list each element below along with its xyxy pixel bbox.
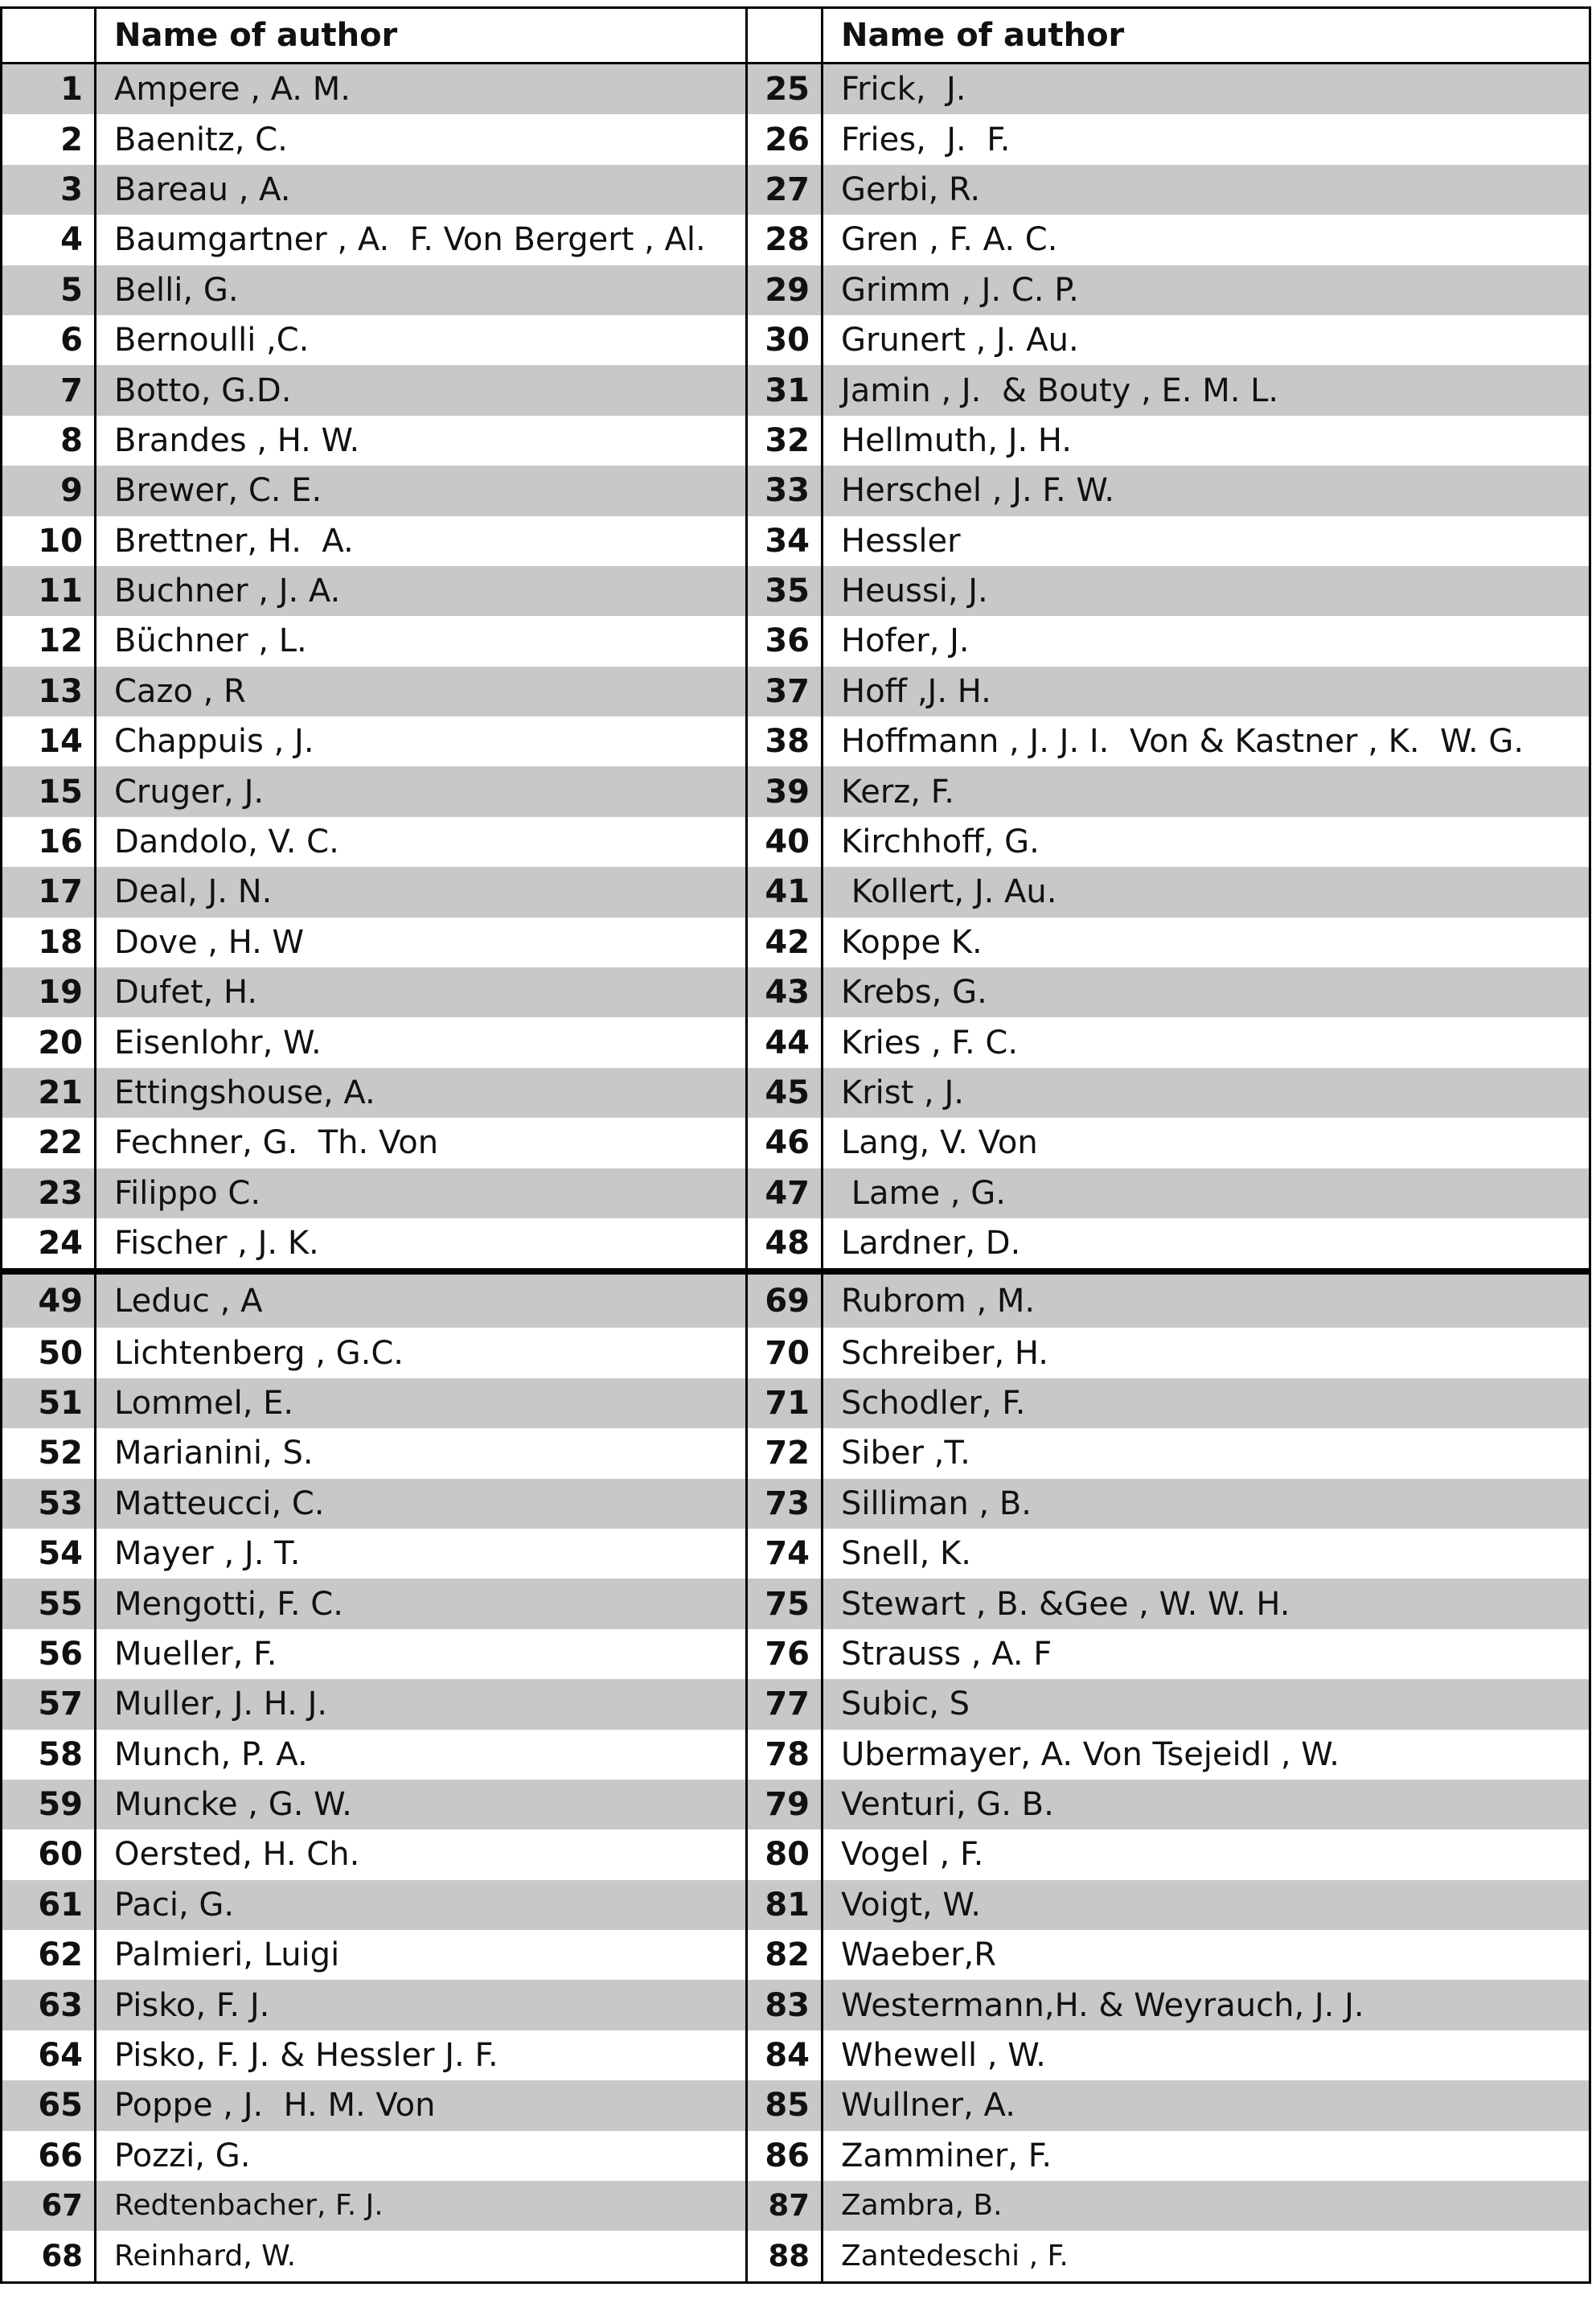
table-row	[2, 2080, 1590, 2130]
row-number-left: 64	[38, 2037, 83, 2075]
row-number-right: 87	[747, 2181, 823, 2231]
row-number-left: 8	[60, 421, 83, 459]
author-name-left: Mueller, F.	[96, 1629, 747, 1679]
author-name-right: Zantedeschi , F.	[823, 2231, 1590, 2282]
row-number-right: 72	[747, 1428, 823, 1478]
row-number-left: 1	[2, 64, 96, 115]
author-name-right: Schreiber, H.	[823, 1328, 1590, 1378]
row-number-left: 23	[2, 1168, 96, 1218]
table-row	[2, 918, 1590, 967]
table-row	[2, 1068, 1590, 1118]
author-name-left: Pisko, F. J.	[96, 1980, 747, 2030]
author-name-right: Vogel , F.	[823, 1829, 1590, 1879]
row-number-left: 59	[2, 1780, 96, 1829]
row-number-right: 69	[747, 1271, 823, 1328]
row-number-left: 18	[38, 923, 83, 961]
table-row	[2, 2231, 1590, 2282]
row-number-left: 11	[2, 566, 96, 616]
author-name-right: Ubermayer, A. Von Tsejeidl , W.	[823, 1730, 1590, 1780]
row-number-left: 22	[38, 1124, 83, 1162]
row-number-right: 48	[747, 1218, 823, 1271]
table-row	[2, 1629, 1590, 1679]
author-name-left: Mengotti, F. C.	[96, 1579, 747, 1628]
author-name-left: Fechner, G. Th. Von	[96, 1118, 747, 1168]
row-number-left: 60	[38, 1836, 83, 1874]
author-name-left: Bernoulli ,C.	[96, 315, 747, 365]
row-number-right: 27	[747, 165, 823, 215]
row-number-right: 43	[747, 967, 823, 1017]
table-row	[2, 516, 1590, 566]
row-number-right: 74	[747, 1529, 823, 1579]
table-row	[2, 1579, 1590, 1628]
table-row	[2, 1378, 1590, 1428]
row-number-left: 56	[38, 1635, 83, 1673]
author-name-right: Fries, J. F.	[823, 114, 1590, 164]
table-row	[2, 2181, 1590, 2231]
author-name-right: Kirchhoff, G.	[823, 817, 1590, 867]
author-name-right: Rubrom , M.	[823, 1271, 1590, 1328]
author-name-left: Paci, G.	[96, 1880, 747, 1930]
row-number-right: 81	[747, 1880, 823, 1930]
row-number-right: 26	[747, 114, 823, 164]
row-number-left: 62	[38, 1936, 83, 1974]
row-number-left: 7	[2, 365, 96, 415]
author-name-right: Herschel , J. F. W.	[823, 466, 1590, 515]
author-name-left: Lommel, E.	[96, 1378, 747, 1428]
row-number-left: 12	[38, 622, 83, 660]
author-name-left: Büchner , L.	[96, 616, 747, 666]
row-number-left: 13	[2, 667, 96, 716]
table-row	[2, 416, 1590, 466]
row-number-right: 42	[747, 918, 823, 967]
row-number-right: 70	[747, 1328, 823, 1378]
author-name-left: Mayer , J. T.	[96, 1529, 747, 1579]
row-number-right: 86	[747, 2131, 823, 2181]
row-number-right: 40	[747, 817, 823, 867]
author-name-left: Chappuis , J.	[96, 716, 747, 766]
author-name-left: Eisenlohr, W.	[96, 1017, 747, 1067]
author-name-right: Kerz, F.	[823, 766, 1590, 816]
author-name-left: Brewer, C. E.	[96, 466, 747, 515]
row-number-right: 29	[747, 265, 823, 315]
row-number-right: 77	[747, 1679, 823, 1729]
row-number-right: 37	[747, 667, 823, 716]
author-name-left: Dandolo, V. C.	[96, 817, 747, 867]
author-name-left: Redtenbacher, F. J.	[96, 2181, 747, 2231]
author-name-left: Ettingshouse, A.	[96, 1068, 747, 1118]
row-number-left: 50	[38, 1334, 83, 1372]
table-row	[2, 1930, 1590, 1980]
row-number-left: 51	[2, 1378, 96, 1428]
header-author-left: Name of author	[96, 8, 747, 64]
row-number-right: 25	[747, 64, 823, 115]
author-name-left: Muncke , G. W.	[96, 1780, 747, 1829]
row-number-right: 78	[747, 1730, 823, 1780]
author-name-left: Pisko, F. J. & Hessler J. F.	[96, 2030, 747, 2080]
table-row	[2, 1980, 1590, 2030]
table-row	[2, 466, 1590, 515]
author-name-right: Zamminer, F.	[823, 2131, 1590, 2181]
author-name-left: Pozzi, G.	[96, 2131, 747, 2181]
author-name-left: Reinhard, W.	[96, 2231, 747, 2282]
author-name-left: Munch, P. A.	[96, 1730, 747, 1780]
author-name-right: Krist , J.	[823, 1068, 1590, 1118]
author-name-left: Baenitz, C.	[96, 114, 747, 164]
row-number-left: 63	[2, 1980, 96, 2030]
author-name-right: Jamin , J. & Bouty , E. M. L.	[823, 365, 1590, 415]
row-number-left: 2	[60, 121, 83, 158]
row-number-right: 75	[747, 1579, 823, 1628]
row-number-left: 14	[38, 723, 83, 761]
author-name-left: Baumgartner , A. F. Von Bergert , Al.	[96, 215, 747, 265]
table-row	[2, 566, 1590, 616]
row-number-left: 20	[38, 1024, 83, 1061]
table-row	[2, 667, 1590, 716]
author-name-left: Cazo , R	[96, 667, 747, 716]
table-row	[2, 1730, 1590, 1780]
row-number-left: 6	[60, 322, 83, 359]
header-number-cell-left	[2, 8, 96, 64]
author-name-right: Frick, J.	[823, 64, 1590, 115]
author-name-left: Buchner , J. A.	[96, 566, 747, 616]
author-name-right: Grimm , J. C. P.	[823, 265, 1590, 315]
author-name-left: Bareau , A.	[96, 165, 747, 215]
table-row	[2, 1880, 1590, 1930]
author-name-right: Gren , F. A. C.	[823, 215, 1590, 265]
author-name-right: Waeber,R	[823, 1930, 1590, 1980]
row-number-right: 82	[747, 1930, 823, 1980]
author-name-right: Whewell , W.	[823, 2030, 1590, 2080]
author-name-right: Hofer, J.	[823, 616, 1590, 666]
table-row	[2, 265, 1590, 315]
row-number-left: 21	[2, 1068, 96, 1118]
table-body	[2, 64, 1590, 2283]
row-number-right: 88	[747, 2231, 823, 2282]
table-row	[2, 1118, 1590, 1168]
row-number-left: 24	[38, 1225, 83, 1263]
table-row	[2, 2030, 1590, 2080]
table-row	[2, 215, 1590, 265]
row-number-left: 67	[2, 2181, 96, 2231]
row-number-left: 15	[2, 766, 96, 816]
author-name-left: Matteucci, C.	[96, 1479, 747, 1529]
table-row	[2, 1328, 1590, 1378]
table-row	[2, 1271, 1590, 1328]
row-number-right: 28	[747, 215, 823, 265]
author-table-container	[0, 6, 1589, 2284]
row-number-left: 5	[2, 265, 96, 315]
row-number-left: 65	[2, 2080, 96, 2130]
author-name-left: Fischer , J. K.	[96, 1218, 747, 1271]
table-row	[2, 1428, 1590, 1478]
row-number-right: 35	[747, 566, 823, 616]
author-name-right: Silliman , B.	[823, 1479, 1590, 1529]
row-number-right: 45	[747, 1068, 823, 1118]
row-number-left: 54	[38, 1535, 83, 1573]
author-name-right: Zambra, B.	[823, 2181, 1590, 2231]
row-number-left: 52	[38, 1435, 83, 1472]
row-number-left: 49	[2, 1271, 96, 1328]
author-name-left: Dufet, H.	[96, 967, 747, 1017]
author-name-right: Subic, S	[823, 1679, 1590, 1729]
row-number-right: 73	[747, 1479, 823, 1529]
table-row	[2, 867, 1590, 917]
author-name-right: Voigt, W.	[823, 1880, 1590, 1930]
author-name-left: Oersted, H. Ch.	[96, 1829, 747, 1879]
header-author-right: Name of author	[823, 8, 1590, 64]
author-name-right: Lardner, D.	[823, 1218, 1590, 1271]
row-number-right: 84	[747, 2030, 823, 2080]
row-number-left: 53	[2, 1479, 96, 1529]
author-name-left: Leduc , A	[96, 1271, 747, 1328]
author-name-right: Venturi, G. B.	[823, 1780, 1590, 1829]
author-table	[0, 6, 1591, 2284]
author-name-right: Hessler	[823, 516, 1590, 566]
row-number-left: 66	[38, 2137, 83, 2174]
author-name-right: Stewart , B. &Gee , W. W. H.	[823, 1579, 1590, 1628]
table-row	[2, 1017, 1590, 1067]
table-row	[2, 1829, 1590, 1879]
author-name-right: Wullner, A.	[823, 2080, 1590, 2130]
row-number-right: 31	[747, 365, 823, 415]
author-name-right: Krebs, G.	[823, 967, 1590, 1017]
author-name-right: Heussi, J.	[823, 566, 1590, 616]
row-number-right: 85	[747, 2080, 823, 2130]
row-number-right: 80	[747, 1829, 823, 1879]
row-number-right: 32	[747, 416, 823, 466]
author-name-left: Brettner, H. A.	[96, 516, 747, 566]
table-row	[2, 766, 1590, 816]
table-row	[2, 365, 1590, 415]
row-number-left: 68	[41, 2238, 83, 2273]
table-row	[2, 1479, 1590, 1529]
author-name-left: Muller, J. H. J.	[96, 1679, 747, 1729]
row-number-right: 71	[747, 1378, 823, 1428]
row-number-left: 61	[2, 1880, 96, 1930]
row-number-left: 17	[2, 867, 96, 917]
author-name-right: Schodler, F.	[823, 1378, 1590, 1428]
table-row	[2, 1218, 1590, 1271]
row-number-right: 34	[747, 516, 823, 566]
row-number-left: 55	[2, 1579, 96, 1628]
row-number-left: 19	[2, 967, 96, 1017]
table-row	[2, 315, 1590, 365]
row-number-right: 44	[747, 1017, 823, 1067]
row-number-left: 10	[38, 522, 83, 560]
author-name-right: Gerbi, R.	[823, 165, 1590, 215]
table-row	[2, 817, 1590, 867]
table-row	[2, 1168, 1590, 1218]
row-number-right: 36	[747, 616, 823, 666]
author-name-right: Koppe K.	[823, 918, 1590, 967]
row-number-left: 16	[38, 823, 83, 861]
table-row	[2, 1679, 1590, 1729]
row-number-right: 38	[747, 716, 823, 766]
row-number-right: 76	[747, 1629, 823, 1679]
author-name-left: Palmieri, Luigi	[96, 1930, 747, 1980]
table-row	[2, 967, 1590, 1017]
author-name-right: Strauss , A. F	[823, 1629, 1590, 1679]
row-number-right: 79	[747, 1780, 823, 1829]
author-name-left: Poppe , J. H. M. Von	[96, 2080, 747, 2130]
table-row	[2, 2131, 1590, 2181]
author-name-left: Filippo C.	[96, 1168, 747, 1218]
row-number-right: 33	[747, 466, 823, 515]
row-number-right: 41	[747, 867, 823, 917]
row-number-right: 39	[747, 766, 823, 816]
table-row	[2, 616, 1590, 666]
table-row	[2, 1780, 1590, 1829]
table-header-row	[2, 8, 1590, 64]
table-row	[2, 716, 1590, 766]
author-name-left: Deal, J. N.	[96, 867, 747, 917]
author-name-right: Siber ,T.	[823, 1428, 1590, 1478]
author-name-right: Kollert, J. Au.	[823, 867, 1590, 917]
author-name-right: Lame , G.	[823, 1168, 1590, 1218]
author-name-right: Snell, K.	[823, 1529, 1590, 1579]
table-row	[2, 165, 1590, 215]
row-number-right: 83	[747, 1980, 823, 2030]
row-number-left: 58	[38, 1735, 83, 1773]
author-name-left: Marianini, S.	[96, 1428, 747, 1478]
header-number-cell-right	[747, 8, 823, 64]
table-row	[2, 1529, 1590, 1579]
row-number-right: 47	[747, 1168, 823, 1218]
author-name-right: Hellmuth, J. H.	[823, 416, 1590, 466]
row-number-left: 9	[2, 466, 96, 515]
table-row	[2, 114, 1590, 164]
row-number-right: 46	[747, 1118, 823, 1168]
author-name-left: Dove , H. W	[96, 918, 747, 967]
author-name-left: Cruger, J.	[96, 766, 747, 816]
author-name-right: Westermann,H. & Weyrauch, J. J.	[823, 1980, 1590, 2030]
author-name-left: Lichtenberg , G.C.	[96, 1328, 747, 1378]
row-number-right: 30	[747, 315, 823, 365]
author-name-right: Kries , F. C.	[823, 1017, 1590, 1067]
author-name-left: Brandes , H. W.	[96, 416, 747, 466]
author-name-right: Hoffmann , J. J. I. Von & Kastner , K. W. G.	[823, 716, 1590, 766]
table-row	[2, 64, 1590, 115]
author-name-right: Lang, V. Von	[823, 1118, 1590, 1168]
author-name-right: Grunert , J. Au.	[823, 315, 1590, 365]
row-number-left: 4	[60, 221, 83, 259]
author-name-left: Ampere , A. M.	[96, 64, 747, 115]
row-number-left: 3	[2, 165, 96, 215]
row-number-left: 57	[2, 1679, 96, 1729]
author-name-right: Hoff ,J. H.	[823, 667, 1590, 716]
author-name-left: Belli, G.	[96, 265, 747, 315]
author-name-left: Botto, G.D.	[96, 365, 747, 415]
